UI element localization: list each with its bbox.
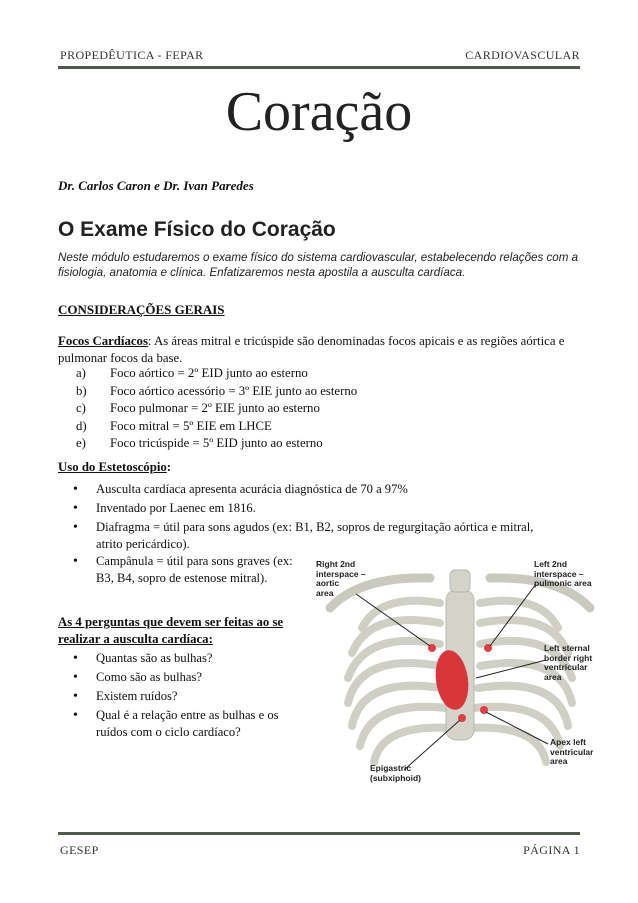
list-text: Foco aórtico acessório = 3º EIE junto ao esterno [110,383,358,398]
list-item: • Como são as bulhas? [73,670,202,685]
label-apex-area: Apex left ventricular area [550,737,594,766]
uso-heading [58,460,171,475]
list-text: Ausculta cardíaca apresenta acurácia diagnóstica de 70 a 97% [96,482,408,496]
list-item [58,366,357,384]
list-text: Existem ruídos? [96,689,178,703]
list-text: Campânula = útil para sons graves (ex: B3, B4, sopro de estenose mitral). [96,554,293,585]
label-aortic-area: Right 2nd interspace – aortic area [316,559,366,598]
thorax-figure [300,548,610,798]
list-item [58,436,357,454]
footer-page-number: PÁGINA 1 [523,843,580,857]
focos-paragraph [58,333,582,367]
considerations-title: CONSIDERAÇÕES GERAIS [58,302,225,317]
list-item [58,384,357,402]
footer-rule [58,832,580,835]
uso-colon: : [166,460,172,474]
list-item [58,401,357,419]
page-title: Coração [225,81,413,143]
list-marker: c) [76,401,86,415]
list-text: Como são as bulhas? [96,670,202,684]
header-rule [58,66,580,69]
list-item: • Diafragma = útil para sons agudos (ex: B1, B2, sopros de regurgitação aórtica e mitral, atrito pericárdico). [73,520,534,551]
list-item: • Inventado por Laenec em 1816. [73,501,256,516]
questions-list [58,650,298,743]
authors: Dr. Carlos Caron e Dr. Ivan Paredes [58,178,254,193]
label-epigastric: Epigastric (subxiphoid) [370,763,421,783]
list-text: Foco mitral = 5º EIE em LHCE [110,418,272,433]
list-marker: a) [76,366,86,380]
list-item [58,419,357,437]
list-text: Qual é a relação entre as bulhas e os ruídos com o ciclo cardíaco? [96,708,279,739]
list-item: • Qual é a relação entre as bulhas e os ruídos com o ciclo cardíaco? [73,708,279,739]
list-text: Foco tricúspide = 5º EID junto ao esterno [110,436,323,450]
list-text: Foco pulmonar = 2º EIE junto ao esterno [110,401,320,415]
list-text: Inventado por Laenec em 1816. [96,501,256,515]
questions-heading: As 4 perguntas que devem ser feitas ao se realizar a ausculta cardíaca: [58,615,284,646]
intro-paragraph: Neste módulo estudaremos o exame físico do sistema cardiovascular, estabelecendo relações com a fisiologia, anatomia e clínica. Enfatizaremos nesta apostila a ausculta cardíaca. [58,251,579,279]
header-right: CARDIOVASCULAR [465,48,580,62]
list-item: • Quantas são as bulhas? [73,651,213,666]
footer-left: GESEP [60,843,99,857]
section-heading: O Exame Físico do Coração [58,218,336,241]
uso-list [58,481,536,555]
focos-label: Focos Cardíacos [58,334,148,348]
list-item: • Campânula = útil para sons graves (ex: B3, B4, sopro de estenose mitral). [73,554,293,585]
list-marker: d) [76,418,87,433]
list-text: Quantas são as bulhas? [96,651,213,665]
list-text: Diafragma = útil para sons agudos (ex: B1, B2, sopros de regurgitação aórtica e mitral, atrito pericárdico). [96,520,534,551]
label-pulmonic-area: Left 2nd interspace – pulmonic area [534,559,592,588]
list-marker: b) [76,383,87,398]
uso-label: Uso do Estetoscópio [58,460,167,474]
list-text: Foco aórtico = 2º EID junto ao esterno [110,366,308,380]
label-right-ventricular-area: Left sternal border right ventricular area [544,643,593,682]
focos-list [58,366,357,454]
list-item: • Existem ruídos? [73,689,178,704]
list-item: • Ausculta cardíaca apresenta acurácia diagnóstica de 70 a 97% [73,482,408,497]
uso-list-continued [58,553,296,589]
header-left: PROPEDÊUTICA - FEPAR [60,48,204,62]
focos-text: : As áreas mitral e tricúspide são denominadas focos apicais e as regiões aórtica e pulmonar focos da base. [58,334,565,365]
list-marker: e) [76,436,86,450]
